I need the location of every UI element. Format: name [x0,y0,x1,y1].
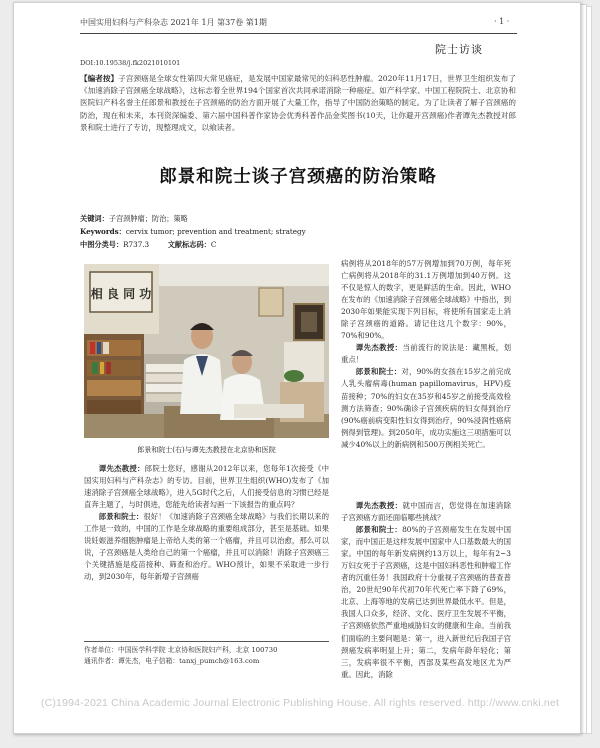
photo-caption: 郎景和院士(右)与谭先杰教授在北京协和医院 [137,446,276,454]
keywords-text: 子宫颈肿瘤；防治；策略 [108,214,188,223]
keywords-en-label: Keywords： [80,227,126,236]
paragraph-text: 当前流行的说法是：藏黑板，划重点！ [341,343,511,365]
left-column [84,463,329,583]
editor-note-tag: 【编者按】 [80,74,119,83]
paragraph [341,500,511,524]
editor-note-text: 子宫颈癌是全球女性第四大常见癌症，是发展中国家最常见的妇科恶性肿瘤。2020年11月17日，世界卫生组织发布了《加速消除子宫颈癌全球战略》，这标志着全世界194个国家首次共同承诺消除一种癌症。如产科学家、中国工程院院士、北京协和医院妇产科名誉主任郎景和教授在子宫颈癌的防治方面开展了大量工作，指导了中国防治策略的制定。为了让读者了解子宫颈癌的防治，现在和未来，本刊资深编委、第六届中国科普作家协会优秀科普作品金奖图书(10天，让你避开宫颈癌)作者谭先杰教授对郎景和院士进行了专访，现整理成文，以飨读者。 [80,74,516,132]
column-tag: 院士访谈 [435,43,483,56]
paragraph-text: 80%的子宫颈癌发生在发展中国家，而中国正是这样发展中国家中人口基数最大的国家。中国的每年新发病例约13万以上，每年有2~3万妇女死于子宫颈癌，这是中国妇科恶性和肿瘤工作者的沉重任务！我国政府十分重视子宫颈癌的普查普治，20世纪90年代初70年代死亡率下降了69%，北京、上海等地的发病已达到世界最低水平。但是，我国人口众多，经济、文化、医疗卫生发展不平衡，子宫颈癌依然严重地威胁妇女的健康和生命。当前我们面临的主要问题是：第一，进入新世纪后我国子宫颈癌发病率明显上升；第二，发病年龄年轻化；第三，发病率很不平衡，西部及某些高发地区尤为严重。因此，消除 [341,525,511,679]
keywords-en [80,227,306,237]
journal-page [13,2,581,734]
interview-photo-image [84,264,329,438]
paragraph-text: 很好！《加速消除子宫颈癌全球战略》与我们长期以来的工作是一致的，中国的工作是全球战略的重要组成部分，甚至是基础。如果说妊娠滋养细胞肿瘤是上帝给人类的第一个癌瘤，并且可以治愈，那么可以说，子宫颈癌是人类给自己的第一个癌瘤，并且可以消除！消除子宫颈癌三个关键措施是疫苗接种、筛查和治疗。WHO预计，如果不采取进一步行动，到2030年，每年新增子宫颈癌 [84,512,329,582]
right-column-bottom [341,500,511,681]
speaker-label: 郎景和院士： [355,367,402,377]
footnote [84,645,329,667]
keywords-label: 关键词： [80,214,109,223]
header-rule [80,33,517,34]
paragraph [341,342,511,366]
page-number: · 1 · [494,17,510,26]
article-title: 郎景和院士谈子宫颈癌的防治策略 [159,167,437,187]
paragraph-text: 就中国而言，您觉得在加速消除子宫颈癌方面还面临哪些挑战？ [341,501,511,523]
editor-note [80,73,516,134]
publisher-watermark: (C)1994-2021 China Academic Journal Electronic Publishing House. All rights reserved. http://www.cnki.net [40,697,560,709]
doi: DOI:10.19538/j.fk2021010101 [80,59,181,67]
speaker-label: 郎景和院士： [355,525,403,535]
paragraph-text: 郎院士您好，感谢从2012年以来，您每年1次接受《中国实用妇科与产科杂志》的专访。目前，世界卫生组织(WHO)发布了《加速消除子宫颈癌全球战略》，进入5G时代之后，人们接受信息的习惯已经是直奔主题了，与时俱进，您能先给读者勾画一下该报告的重点吗？ [84,464,329,510]
doc-code-label: 文献标志码： [167,240,211,249]
cls-label: 中图分类号： [80,240,124,249]
paragraph-text: 病例将从2018年的57万例增加到70万例，每年死亡病例将从2018年的31.1万例增加到40万例。这不仅是惊人的数字，更是鲜活的生命。因此，WHO在发布的《加速消除子宫颈癌全球战略》中指出，到2030年如果能实现下列目标，将使所有国家走上消除子宫颈癌的道路。请记住这几个数字：90%，70%和90%。 [341,259,511,341]
paragraph [341,366,511,450]
cls-value: R737.3 [123,240,150,249]
paragraph [341,258,511,342]
doc-code-value: C [210,240,217,249]
keywords-en-text: cervix tumor; prevention and treatment; strategy [125,227,306,236]
keywords [80,214,188,224]
speaker-label: 谭先杰教授： [355,343,403,353]
interview-photo [84,264,329,438]
paragraph [341,524,511,681]
speaker-label: 谭先杰教授： [98,464,145,473]
classification [80,240,216,250]
author-unit: 作者单位：中国医学科学院 北京协和医院妇产科，北京 100730 [84,646,278,654]
speaker-label: 郎景和院士： [98,512,144,522]
corresponding-author: 通讯作者：谭先杰，电子信箱：tanxj_pumch@163.com [84,657,260,665]
running-head: 中国实用妇科与产科杂志 2021年 1月 第37卷 第1期 [80,18,267,27]
calligraphy-scroll: 相 良 同 功 [90,287,152,301]
right-column-top [341,258,511,451]
footnote-rule [84,641,329,642]
paragraph [84,463,329,511]
speaker-label: 谭先杰教授： [355,501,403,510]
paragraph-text: 对，90%的女孩在15岁之前完成人乳头瘤病毒(human papillomavirus，HPV)疫苗接种；70%的妇女在35岁和45岁之前接受高效检测方法筛查；90%确诊子宫颈疾病的妇女得到治疗(90%癌前病变阳性妇女得到治疗，90%浸润性癌病例得到管理)。到2050年，成功实施这三项措施可以减少40%以上的新病例和500万例相关死亡。 [341,367,511,449]
paragraph [84,511,329,583]
